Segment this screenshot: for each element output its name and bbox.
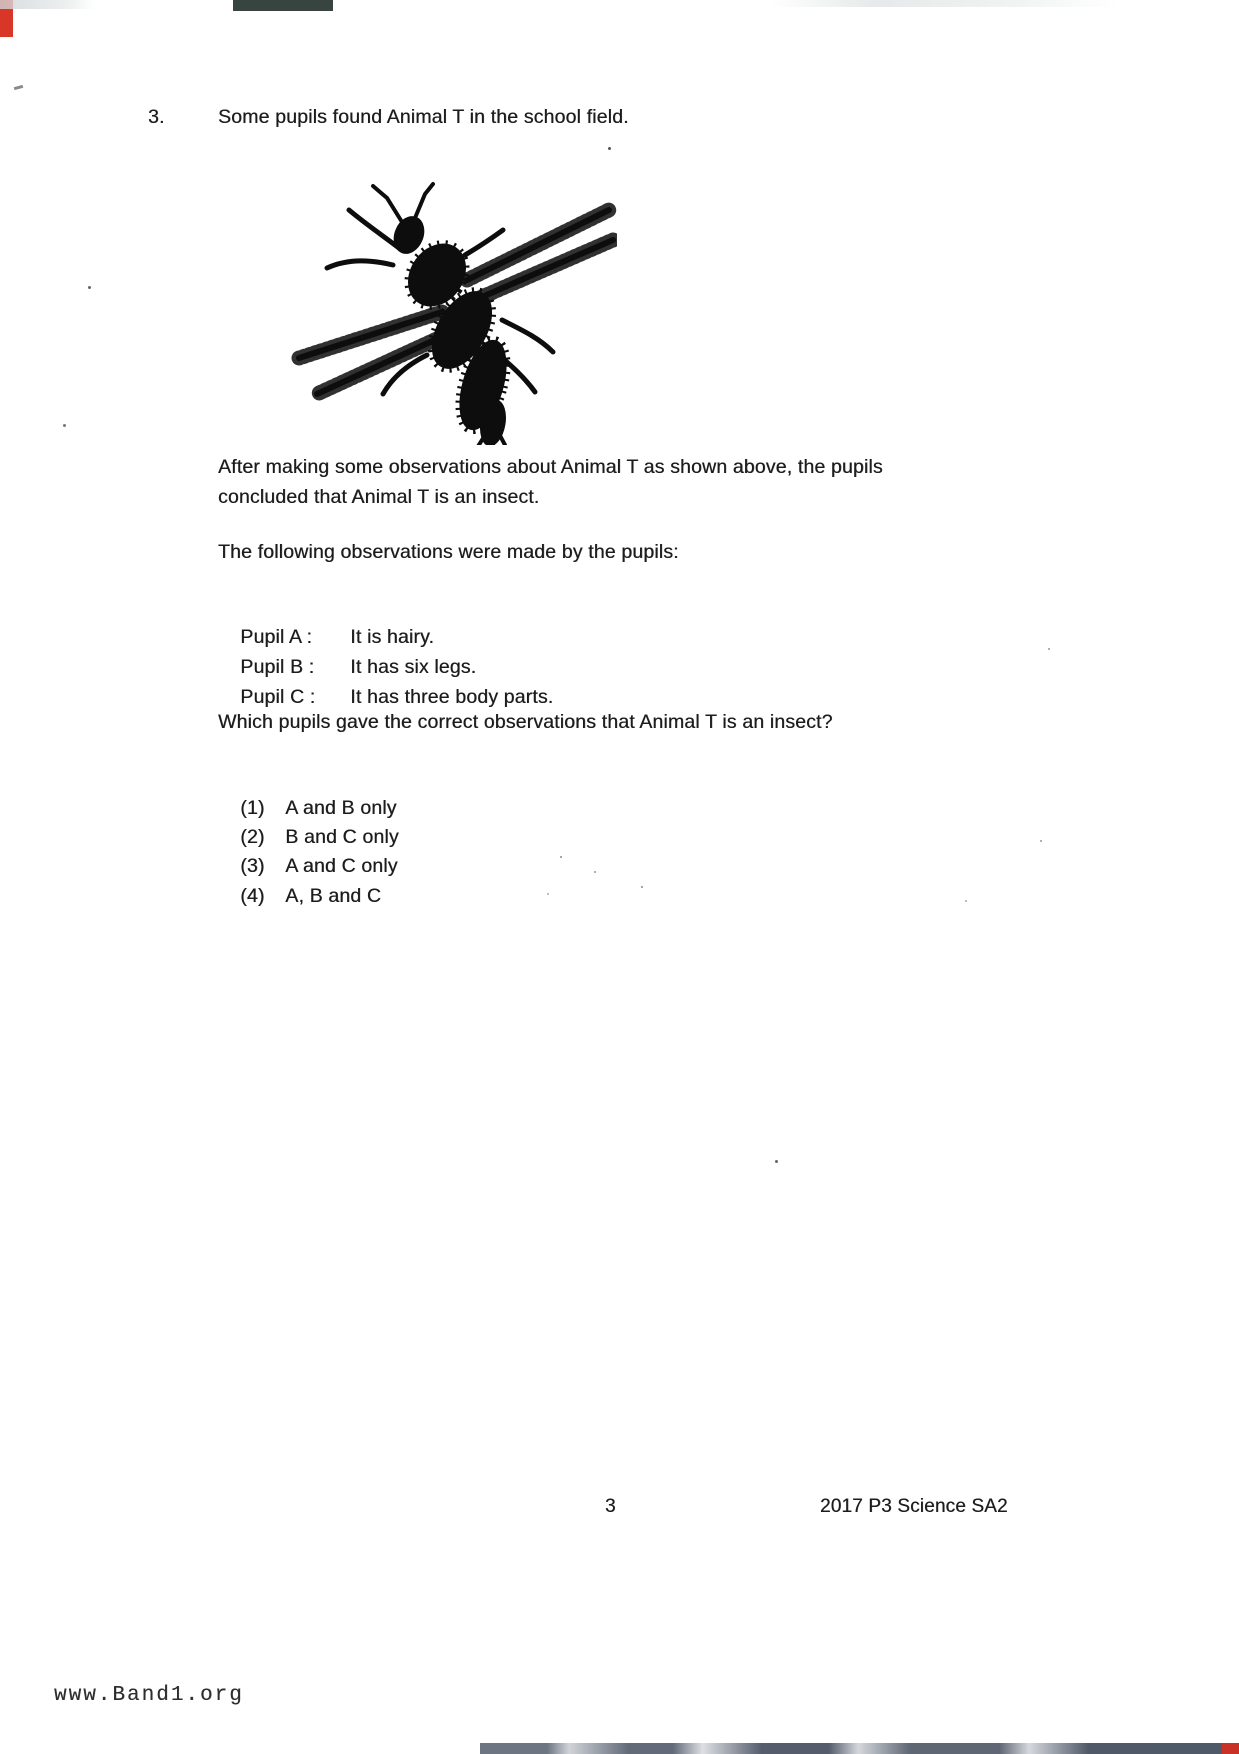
scan-speck (1048, 648, 1050, 650)
scan-speck (608, 147, 611, 150)
option-number: (4) (240, 885, 265, 907)
observation-text: It has six legs. (350, 656, 477, 678)
observation-text: It is hairy. (350, 626, 435, 648)
option-number: (1) (240, 797, 265, 819)
question-number: 3. (148, 106, 165, 128)
scan-speck (63, 424, 66, 427)
scan-artifact-bottom-bar (480, 1743, 1222, 1754)
option-label: B and C only (285, 826, 399, 848)
scan-speck (1040, 840, 1042, 842)
paragraph-after-figure: After making some observations about Animal T as shown above, the pupils concluded that Animal T is an insect. (218, 456, 883, 508)
scan-speck (560, 856, 562, 858)
option-number: (2) (240, 826, 265, 848)
scan-speck (594, 871, 596, 873)
animal-t-illustration (287, 180, 617, 448)
scan-artifact-gray-streak (770, 0, 1120, 7)
scan-artifact-gray-streak (0, 0, 96, 9)
scan-speck (775, 1160, 778, 1163)
scan-artifact-dark-strip (233, 0, 333, 11)
page-number: 3 (605, 1496, 616, 1517)
question-intro: Some pupils found Animal T in the school field. (218, 106, 629, 128)
watermark-url: www.Band1.org (54, 1684, 244, 1707)
scan-speck (547, 893, 549, 895)
insect-figure-svg (287, 180, 617, 445)
option-label: A and B only (285, 797, 397, 819)
mcq-question: Which pupils gave the correct observations that Animal T is an insect? (218, 711, 833, 733)
scan-speck (88, 286, 91, 289)
exam-label: 2017 P3 Science SA2 (820, 1496, 1008, 1517)
observations-intro: The following observations were made by the pupils: (218, 541, 679, 563)
pupil-label: Pupil C : (240, 686, 316, 708)
pupil-label: Pupil B : (240, 656, 315, 678)
scan-artifact-red-square (1222, 1743, 1239, 1754)
option-row (218, 851, 381, 941)
option-number: (3) (240, 855, 265, 877)
scan-speck (965, 900, 967, 902)
option-label: A, B and C (285, 885, 382, 907)
option-label: A and C only (285, 855, 398, 877)
scan-artifact-tick (14, 85, 23, 90)
observation-text: It has three body parts. (350, 686, 554, 708)
pupil-label: Pupil A : (240, 626, 313, 648)
scan-speck (641, 886, 643, 888)
